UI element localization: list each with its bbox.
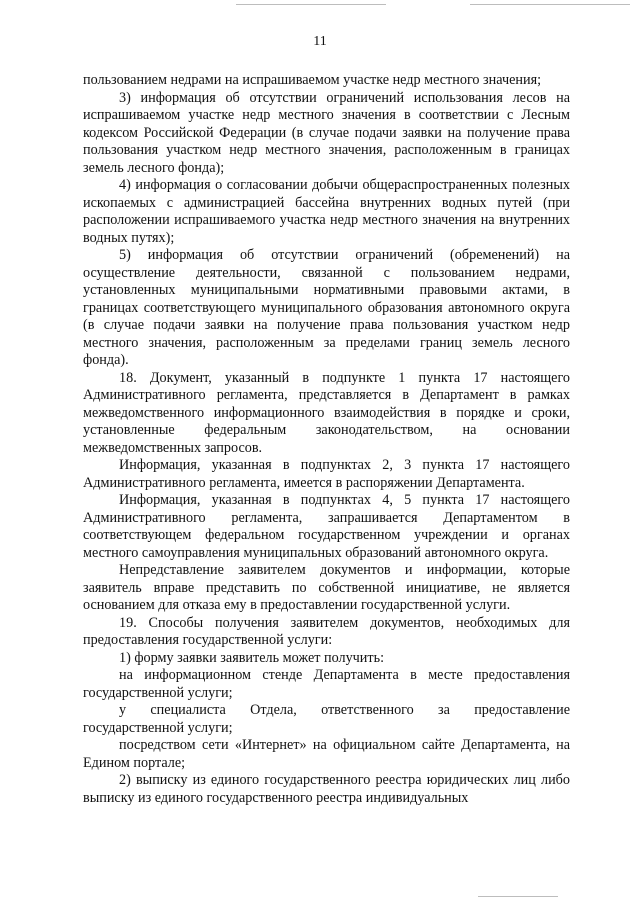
paragraph: Непредставление заявителем документов и информации, которые заявитель вправе представить по собственной инициативе, не является основанием для отказа ему в предоставлении государственной услуги. [83,562,570,613]
paragraph: 1) форму заявки заявитель может получить: [119,649,385,666]
document-body [83,72,570,807]
scan-artifact-top-right [470,4,630,5]
paragraph: посредством сети «Интернет» на официальном сайте Департамента, на Едином портале; [83,737,570,771]
paragraph: на информационном стенде Департамента в месте предоставления государственной услуги; [83,667,570,701]
paragraph: 4) информация о согласовании добычи общераспространенных полезных ископаемых с администрацией бассейна внутренних водных путей (при расположении испрашиваемого участка недр местного значения на внутренних водных путях); [83,177,570,246]
paragraph: 18. Документ, указанный в подпункте 1 пункта 17 настоящего Административного регламента, представляется в Департамент в рамках межведомственного информационного взаимодействия в порядке и сроки, установленные федеральным законодательством, на основании межведомственных запросов. [83,369,570,456]
paragraph: Информация, указанная в подпунктах 4, 5 пункта 17 настоящего Административного регламента, запрашивается Департаментом в соответствующем федеральном государственном учреждении и органах местного самоуправления муниципальных образований автономного округа. [83,492,570,561]
paragraph: 2) выписку из единого государственного реестра юридических лиц либо выписку из единого государственного реестра индивидуальных [83,772,570,806]
paragraph: 3) информация об отсутствии ограничений использования лесов на испрашиваемом участке недр местного значения в соответствии с Лесным кодексом Российской Федерации (в случае подачи заявки на получение права пользования участком недр местного значения, расположенным в границах земель лесного фонда); [83,89,570,176]
paragraph: пользованием недрами на испрашиваемом участке недр местного значения; [83,72,542,88]
paragraph: 5) информация об отсутствии ограничений (обременений) на осуществление деятельности, связанной с пользованием недрами, установленных муниципальными нормативными правовыми актами, в границах соответствующего муниципального образования автономного округа (в случае подачи заявки на получение права пользования участком недр местного значения, расположенным за пределами границ земель лесного фонда). [83,247,570,368]
page-number: 11 [313,34,327,49]
scan-artifact-bottom [478,896,558,897]
scan-artifact-top [236,4,386,5]
paragraph: Информация, указанная в подпунктах 2, 3 пункта 17 настоящего Административного регламента, имеется в распоряжении Департамента. [83,457,570,491]
paragraph: у специалиста Отдела, ответственного за предоставление государственной услуги; [83,702,570,736]
paragraph: 19. Способы получения заявителем документов, необходимых для предоставления государственной услуги: [83,614,570,648]
